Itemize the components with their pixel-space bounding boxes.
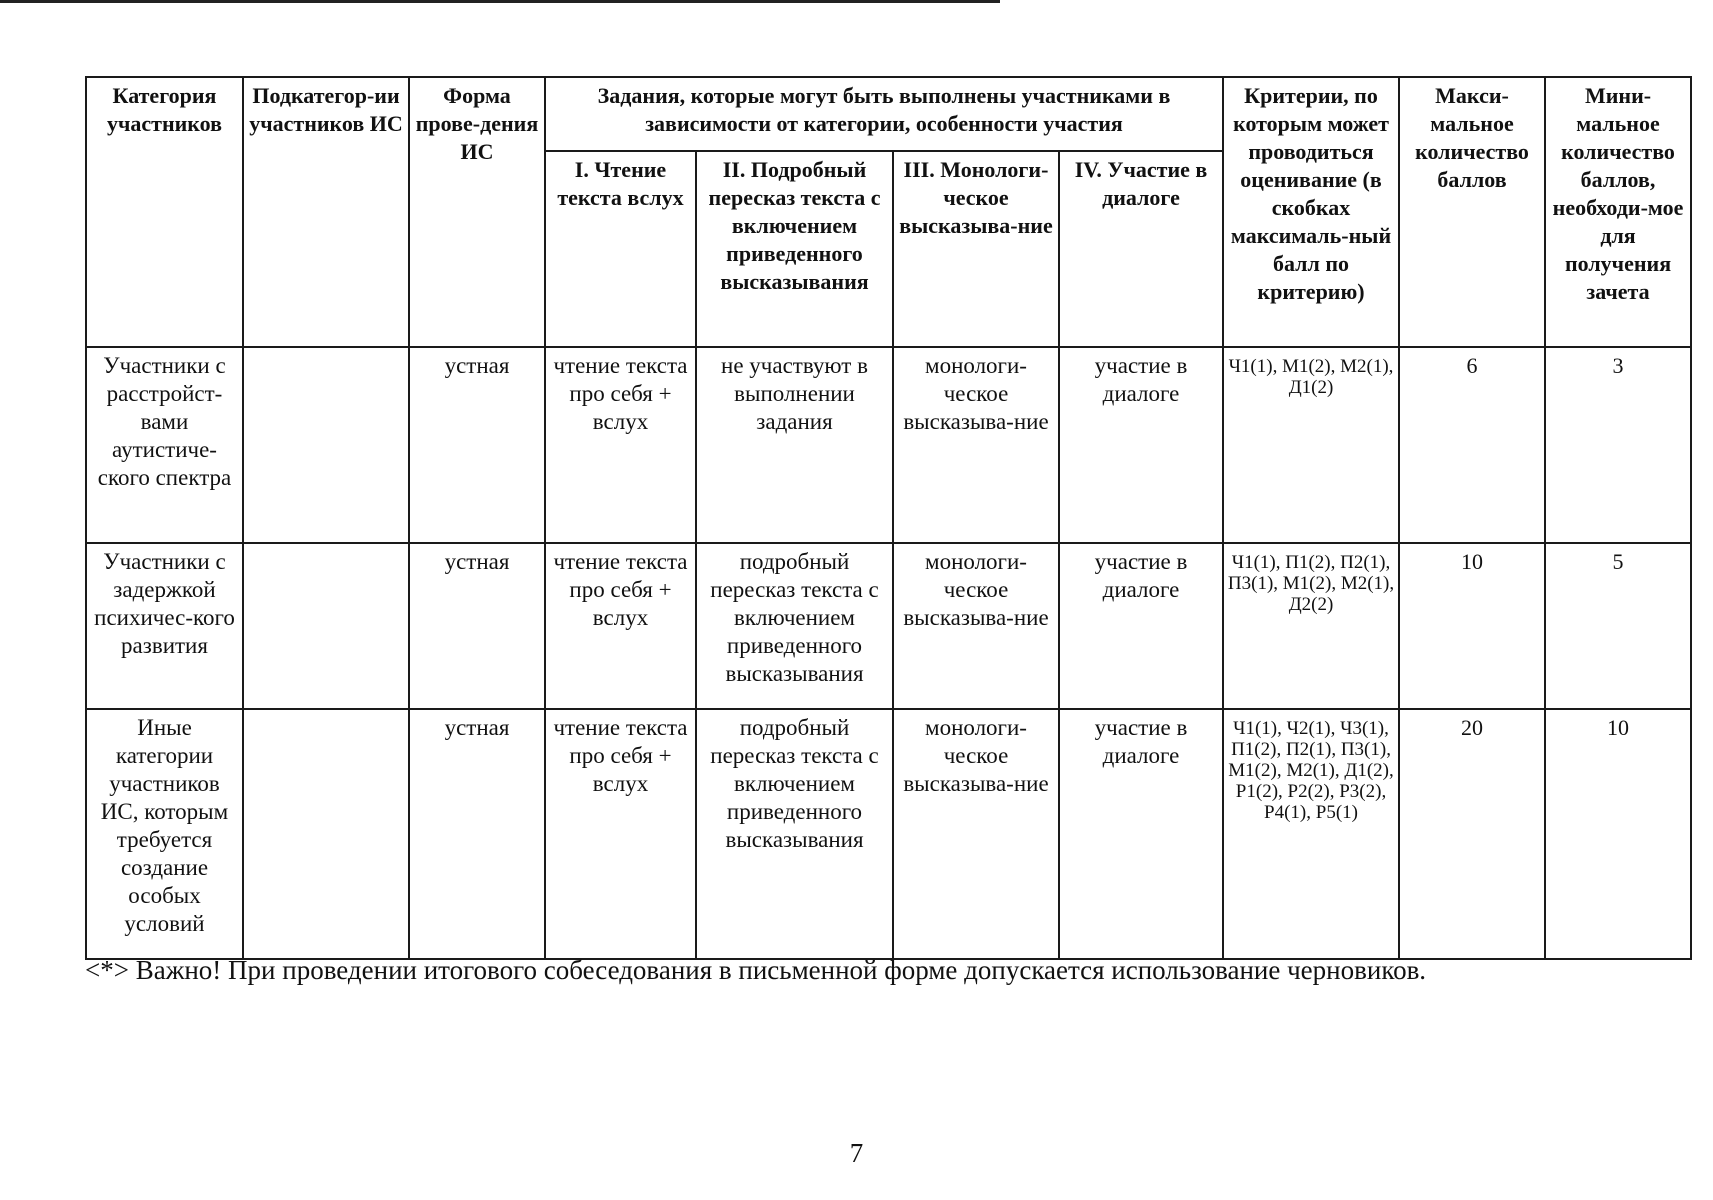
cell-task-4: участие в диалоге (1059, 347, 1223, 543)
cell-min-score: 10 (1545, 709, 1691, 959)
cell-category: Участники с задержкой психичес-кого развития (86, 543, 243, 709)
cell-subcategory (243, 709, 409, 959)
cell-form: устная (409, 347, 545, 543)
cell-task-4: участие в диалоге (1059, 543, 1223, 709)
cell-task-2: подробный пересказ текста с включением приведенного высказывания (696, 543, 893, 709)
cell-subcategory (243, 347, 409, 543)
header-criteria: Критерии, по которым может проводиться оценивание (в скобках максималь-ный балл по критерию) (1223, 77, 1399, 347)
table-row (86, 543, 1691, 709)
header-min-score: Мини-мальное количество баллов, необходи-мое для получения зачета (1545, 77, 1691, 347)
header-subcategory: Подкатегор-ии участников ИС (243, 77, 409, 347)
page-number: 7 (849, 1138, 864, 1168)
cell-task-3: монологи-ческое высказыва-ние (893, 543, 1059, 709)
cell-form: устная (409, 709, 545, 959)
header-max-score: Макси-мальное количество баллов (1399, 77, 1545, 347)
cell-task-1: чтение текста про себя + вслух (545, 543, 696, 709)
cell-task-1: чтение текста про себя + вслух (545, 347, 696, 543)
header-task-1: I. Чтение текста вслух (545, 151, 696, 347)
table-row (86, 709, 1691, 959)
cell-criteria: Ч1(1), П1(2), П2(1), П3(1), М1(2), М2(1), Д2(2) (1223, 543, 1399, 709)
cell-category: Участники с расстройст-вами аутистиче-ского спектра (86, 347, 243, 543)
header-task-4: IV. Участие в диалоге (1059, 151, 1223, 347)
table-row (86, 347, 1691, 543)
cell-task-3: монологи-ческое высказыва-ние (893, 347, 1059, 543)
cell-criteria: Ч1(1), Ч2(1), Ч3(1), П1(2), П2(1), П3(1), М1(2), М2(1), Д1(2), Р1(2), Р2(2), Р3(2), Р4(1), Р5(1) (1223, 709, 1399, 959)
cell-min-score: 5 (1545, 543, 1691, 709)
header-row (86, 77, 1691, 151)
cell-criteria: Ч1(1), М1(2), М2(1), Д1(2) (1223, 347, 1399, 543)
cell-task-1: чтение текста про себя + вслух (545, 709, 696, 959)
cell-task-4: участие в диалоге (1059, 709, 1223, 959)
cell-max-score: 20 (1399, 709, 1545, 959)
cell-min-score: 3 (1545, 347, 1691, 543)
header-form: Форма прове-дения ИС (409, 77, 545, 347)
cell-max-score: 6 (1399, 347, 1545, 543)
cell-max-score: 10 (1399, 543, 1545, 709)
header-tasks-group: Задания, которые могут быть выполнены участниками в зависимости от категории, особенности участия (545, 77, 1223, 151)
cell-task-2: не участвуют в выполнении задания (696, 347, 893, 543)
assessment-table-container (85, 76, 1690, 960)
assessment-table (85, 76, 1692, 960)
cell-category: Иные категории участников ИС, которым требуется создание особых условий (86, 709, 243, 959)
footnote: <*> Важно! При проведении итогового собеседования в письменной форме допускается использование черновиков. (85, 955, 1427, 985)
cell-subcategory (243, 543, 409, 709)
top-border-line (0, 0, 1000, 3)
header-task-2: II. Подробный пересказ текста с включением приведенного высказывания (696, 151, 893, 347)
header-category: Категория участников (86, 77, 243, 347)
cell-task-3: монологи-ческое высказыва-ние (893, 709, 1059, 959)
header-task-3: III. Монологи-ческое высказыва-ние (893, 151, 1059, 347)
cell-form: устная (409, 543, 545, 709)
cell-task-2: подробный пересказ текста с включением приведенного высказывания (696, 709, 893, 959)
